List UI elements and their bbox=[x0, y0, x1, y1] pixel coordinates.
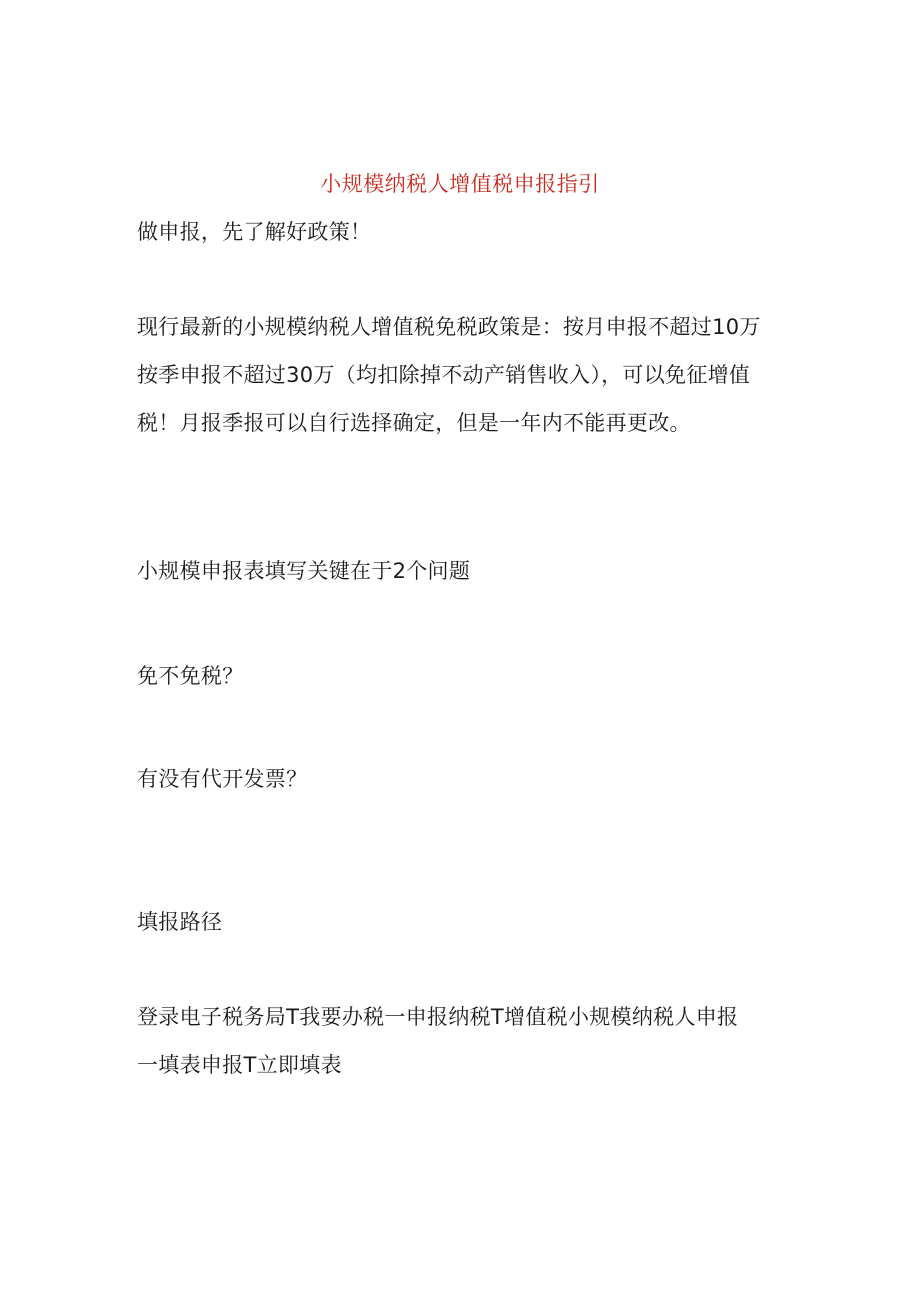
question-tax-exempt: 免不免税？ bbox=[137, 664, 244, 688]
path-heading: 填报路径 bbox=[137, 910, 223, 934]
path-line: 一填表申报T立即填表 bbox=[137, 1053, 342, 1077]
policy-line: 现行最新的小规模纳税人增值税免税政策是：按月申报不超过10万 bbox=[137, 315, 761, 339]
path-paragraph bbox=[137, 993, 797, 1089]
path-line: 登录电子税务局T我要办税一申报纳税T增值税小规模纳税人申报 bbox=[137, 1005, 739, 1029]
question-invoice: 有没有代开发票？ bbox=[137, 767, 308, 791]
policy-paragraph bbox=[137, 303, 797, 447]
policy-line: 税！月报季报可以自行选择确定，但是一年内不能再更改。 bbox=[137, 411, 691, 435]
policy-line: 按季申报不超过30万（均扣除掉不动产销售收入），可以免征增值 bbox=[137, 363, 751, 387]
key-points-heading: 小规模申报表填写关键在于2个问题 bbox=[137, 559, 471, 583]
document-title: 小规模纳税人增值税申报指引 bbox=[320, 172, 600, 196]
intro-paragraph: 做申报，先了解好政策！ bbox=[137, 220, 372, 244]
